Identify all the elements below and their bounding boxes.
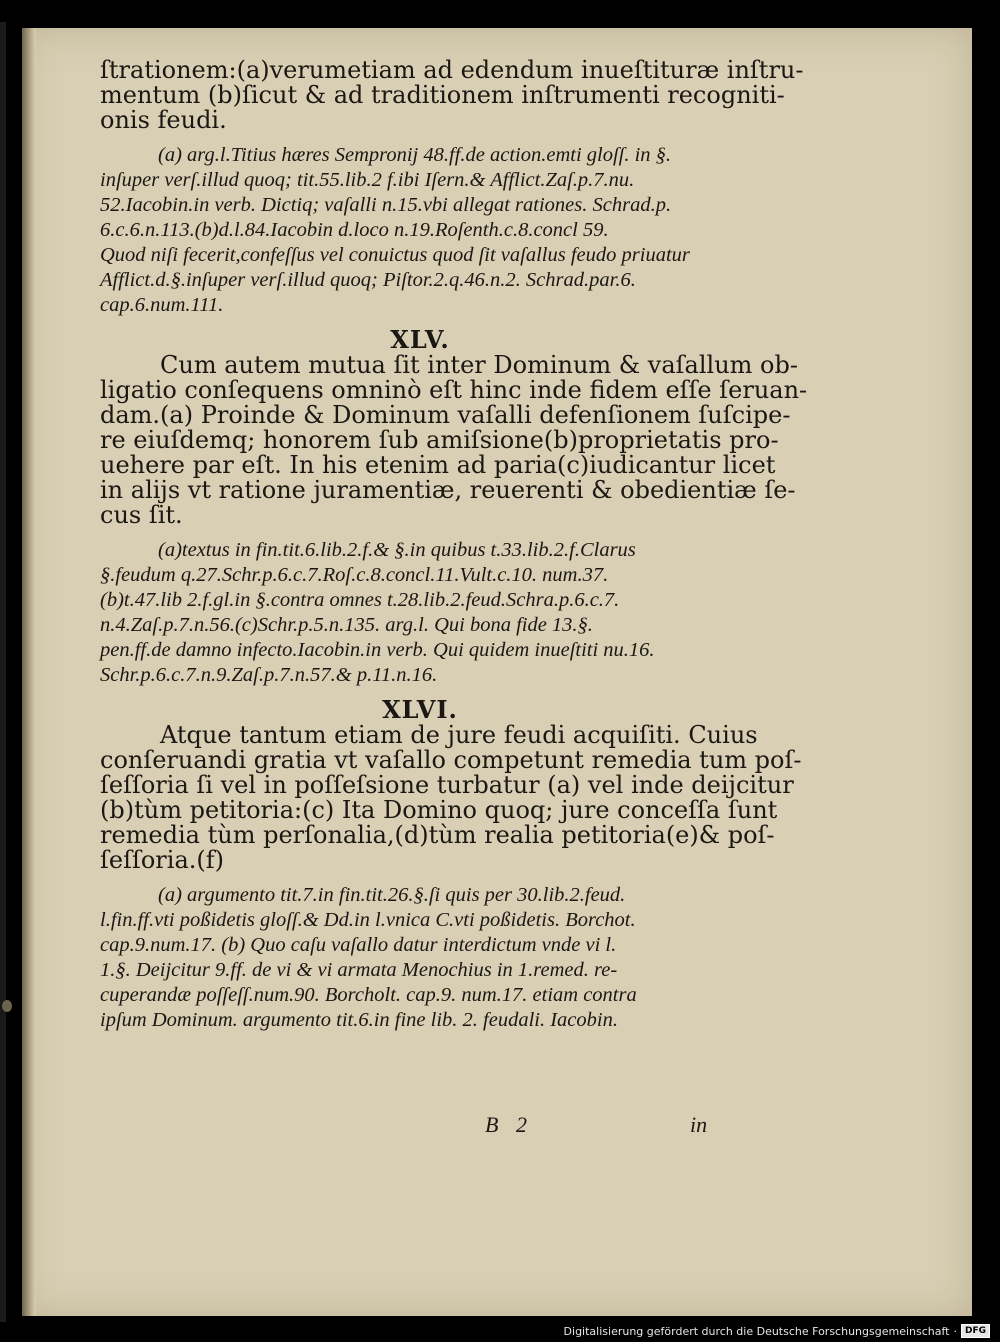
note-line: inſuper verſ.illud quoq; tit.55.lib.2 f.ibi Iſern.& Afflict.Zaſ.p.7.nu. [100,169,635,191]
note-line: ipſum Dominum. argumento tit.6.in fine lib. 2. feudali. Iacobin. [100,1009,618,1031]
paragraph-2 [100,351,808,529]
text-line: cus ſit. [100,501,183,529]
footnotes-3 [100,883,740,1033]
note-line: (a) arg.l.Titius hæres Sempronij 48.ff.de action.emti gloſſ. in §. [158,144,672,166]
note-line: 52.Iacobin.in verb. Dictiq; vaſalli n.15.vbi allegat rationes. Schrad.p. [100,194,672,216]
text-line: ligatio conſequens omninò eſt hinc inde fidem eſſe ſeruan- [100,376,808,404]
note-line: pen.ff.de damno infecto.Iacobin.in verb. Qui quidem inueſtiti nu.16. [100,639,655,661]
page-text [100,56,808,1033]
page-spine-shadow [22,28,36,1316]
footnotes-1 [100,143,740,318]
paper-speck [2,1000,12,1012]
note-line: cap.6.num.111. [100,294,224,316]
note-line: n.4.Zaſ.p.7.n.56.(c)Schr.p.5.n.135. arg.l. Qui bona fide 13.§. [100,614,593,636]
note-line: l.fin.ff.vti poßidetis gloſſ.& Dd.in l.vnica C.vti poßidetis. Borchot. [100,909,636,931]
scan-edge [0,22,6,1322]
text-line: conſeruandi gratia vt vaſallo competunt remedia tum poſ- [100,746,802,774]
note-line: cap.9.num.17. (b) Quo caſu vaſallo datur interdictum vnde vi l. [100,934,617,956]
signature-mark: B 2 [485,1112,533,1137]
text-line: mentum (b)ſicut & ad traditionem inſtrumenti recogniti- [100,81,785,109]
note-line: 1.§. Deijcitur 9.ff. de vi & vi armata Menochius in 1.remed. re- [100,959,618,981]
digitization-credit [564,1324,990,1338]
note-line: (a) argumento tit.7.in fin.tit.26.§.ſi quis per 30.lib.2.feud. [158,884,626,906]
paragraph-3 [100,721,802,874]
text-line: uehere par eſt. In his etenim ad paria(c)iudicantur licet [100,451,776,479]
catchword: in [690,1112,708,1137]
section-heading-xlvi: XLVI. [382,695,458,724]
note-line: §.feudum q.27.Schr.p.6.c.7.Roſ.c.8.concl.11.Vult.c.10. num.37. [100,564,609,586]
note-line: cuperandæ poſſeſſ.num.90. Borcholt. cap.9. num.17. etiam contra [100,984,637,1006]
text-line: in alijs vt ratione juramentiæ, reuerenti & obedientiæ ſe- [100,476,796,504]
credit-text: Digitalisierung gefördert durch die Deutsche Forschungsgemeinschaft [563,1324,950,1338]
text-line: dam.(a) Proinde & Dominum vaſalli defenſionem ſuſcipe- [100,401,791,429]
footnotes-2 [100,538,740,688]
note-line: Quod niſi fecerit,confeſſus vel conuictus quod ſit vaſallus feudo priuatur [100,244,690,266]
note-line: Schr.p.6.c.7.n.9.Zaſ.p.7.n.57.& p.11.n.16. [100,664,438,686]
text-line: ſeſſoria ſi vel in poſſeſsione turbatur (a) vel inde deijcitur [100,771,794,799]
note-line: (a)textus in fin.tit.6.lib.2.f.& §.in quibus t.33.lib.2.f.Clarus [158,539,636,561]
text-line: onis feudi. [100,106,227,134]
text-line: Cum autem mutua ſit inter Dominum & vaſallum ob- [160,351,798,379]
note-line: Afflict.d.§.inſuper verſ.illud quoq; Piſtor.2.q.46.n.2. Schrad.par.6. [100,269,636,291]
credit-separator: · [953,1324,957,1338]
note-line: (b)t.47.lib 2.f.gl.in §.contra omnes t.28.lib.2.feud.Schra.p.6.c.7. [100,589,620,611]
dfg-logo: DFG [961,1324,990,1338]
text-line: remedia tùm perſonalia,(d)tùm realia petitoria(e)& poſ- [100,821,775,849]
text-line: Atque tantum etiam de jure feudi acquiſiti. Cuius [160,721,758,749]
note-line: 6.c.6.n.113.(b)d.l.84.Iacobin d.loco n.19.Roſenth.c.8.concl 59. [100,219,609,241]
text-line: re eiuſdemq; honorem ſub amiſsione(b)proprietatis pro- [100,426,779,454]
section-heading-xlv: XLV. [390,325,450,354]
text-line: ſeſſoria.(f) [100,846,224,874]
text-line: (b)tùm petitoria:(c) Ita Domino quoq; jure conceſſa ſunt [100,796,778,824]
text-line: ſtrationem:(a)verumetiam ad edendum inueſtituræ inſtru- [100,56,804,84]
paragraph-1 [100,56,804,134]
